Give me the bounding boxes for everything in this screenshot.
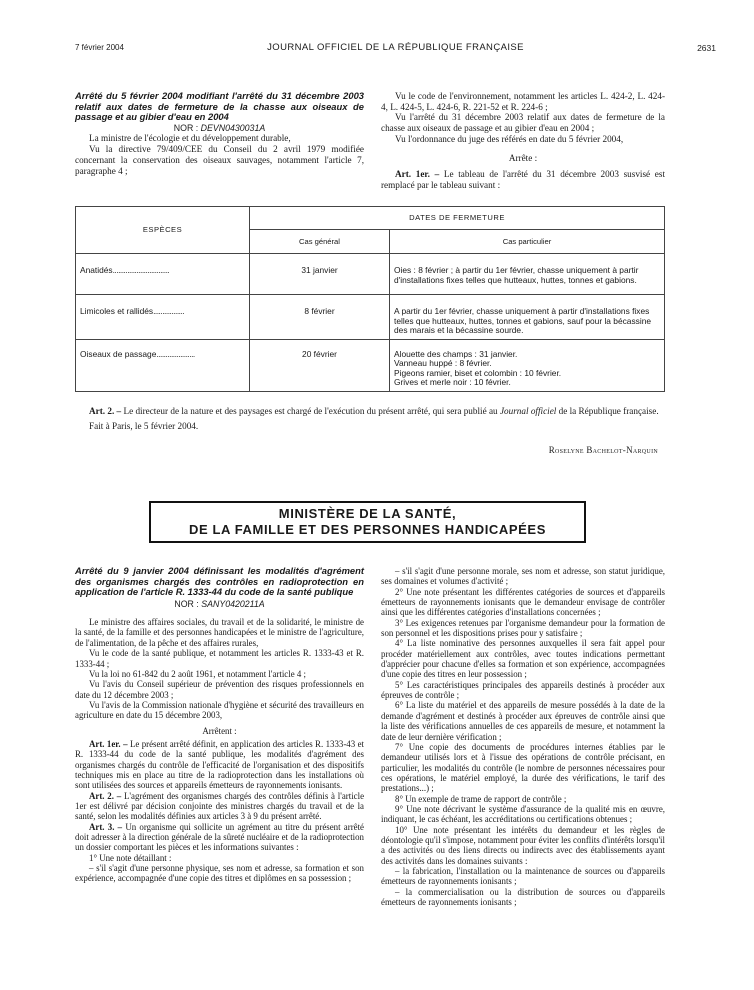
list-item: – s'il s'agit d'une personne morale, ses nom et adresse, son statut juridique, ses domaines et volumes d'activité ; — [381, 566, 665, 587]
list-item: – la fabrication, l'installation ou la maintenance de sources ou d'appareils émetteurs de rayonnements ionisants ; — [381, 865, 665, 887]
list-item: 6° La liste du matériel et des appareils de mesure possédés à la date de la demande d'agrément et destinés à procéder aux épreuves de contrôle ainsi que la liste des vérifications annuelles de ces appareils de mesure, et notamment la date de leur dernière vérification ; — [381, 700, 665, 742]
table-cell-general: 20 février — [250, 339, 390, 391]
nor-label: NOR : — [174, 598, 199, 609]
article-text: Un organisme qui sollicite un agrément au titre du présent arrêté doit adresser à la direction générale de la sûreté nucléaire et de la radioprotection un dossier comportant les pièces et les informations suivantes : — [75, 821, 364, 853]
table-cell-general: 31 janvier — [250, 254, 390, 295]
table-row — [76, 339, 665, 391]
table-cell-particulier: A partir du 1er février, chasse uniquement à partir d'installations fixes telles que hutteaux, huttes, tonnes et gabions, sauf pour la bécassine des marais et la bécassine sourde. — [390, 295, 665, 340]
article-label: Art. 2. – — [89, 790, 122, 801]
column-header-particulier: Cas particulier — [390, 230, 665, 254]
article-1 — [75, 739, 364, 791]
journal-officiel-ref: Journal officiel — [499, 406, 557, 416]
journal-title: JOURNAL OFFICIEL DE LA RÉPUBLIQUE FRANÇAISE — [267, 42, 524, 53]
list-item: 2° Une note présentant les différentes catégories de sources et d'appareils émetteurs de rayonnements ionisants que le demandeur envisage de contrôler ainsi que les différentes catégories d'installations concernées ; — [381, 586, 665, 618]
article-1 — [381, 169, 665, 190]
article-text: L'agrément des organismes chargés des contrôles définis à l'article 1er est délivré par décision conjointe des ministres chargés du travail et de la santé, selon les modalités définies aux articles 3 à 9 du présent arrêté. — [75, 790, 365, 822]
nor-code: DEVN0430031A — [200, 122, 266, 133]
list-item: 1° Une note détaillant : — [89, 852, 172, 863]
column-header-especes: ESPÈCES — [76, 207, 250, 254]
list-item: 5° Les caractéristiques principales des appareils destinés à procéder aux épreuves de contrôle ; — [381, 679, 665, 701]
list-item: 4° La liste nominative des personnes auxquelles il sera fait appel pour procéder matériellement aux contrôles, avec toutes indications permettant d'apprécier pour chacune d'elles sa formation et son expérience, accompagnées d'une copie des titres en leur possession ; — [381, 638, 665, 680]
table-cell-espece: Anatidés............................... — [76, 254, 250, 295]
article-label: Art. 1er. – — [89, 738, 128, 749]
visa-paragraph: Vu le code de la santé publique, et notamment les articles R. 1333-43 et R. 1333-44 ; — [75, 648, 364, 669]
table-row — [76, 295, 665, 340]
ministry-line-2: DE LA FAMILLE ET DES PERSONNES HANDICAPÉES — [189, 522, 546, 537]
arrete1-right-column — [381, 91, 665, 191]
list-item: 3° Les exigences retenues par l'organisme demandeur pour la formation de son personnel et les dispositions prises pour y satisfaire ; — [381, 617, 665, 639]
visa-paragraph: Vu l'avis de la Commission nationale d'hygiène et sécurité des travailleurs en agriculture en date du 15 décembre 2003, — [75, 699, 364, 721]
header-date: 7 février 2004 — [75, 43, 124, 52]
arrete-label: Arrête : — [508, 152, 538, 163]
article-text: de la République française. — [558, 406, 659, 416]
arrete1-title: Arrêté du 5 février 2004 modifiant l'arrêté du 31 décembre 2003 relatif aux dates de fermeture de la chasse aux oiseaux de passage et au gibier d'eau en 2004 — [75, 90, 364, 123]
article-2 — [75, 791, 364, 822]
arrete2-left-column — [75, 566, 364, 884]
ministry-banner — [149, 501, 586, 543]
table-cell-espece: Limicoles et rallidés................. — [76, 295, 250, 340]
list-item: – s'il s'agit d'une personne physique, ses nom et adresse, sa formation et son expérience, accompagnée d'une copie des titres et diplômes en sa possession ; — [75, 863, 364, 884]
article-label: Art. 1er. – — [395, 169, 440, 180]
intro-paragraph: Le ministre des affaires sociales, du travail et de la solidarité, le ministre de la santé, de la famille et des personnes handicapées et le ministre de l'agriculture, de l'alimentation, de la pêche et des affaires rurales, — [75, 617, 364, 648]
closing-dates-table — [75, 206, 665, 392]
visa-paragraph: Vu l'arrêté du 31 décembre 2003 relatif aux dates de fermeture de la chasse aux oiseaux de passage et au gibier d'eau en 2004 ; — [381, 112, 665, 134]
article-text: Le tableau de l'arrêté du 31 décembre 2003 susvisé est remplacé par le tableau suivant : — [381, 169, 665, 190]
arrete1-article-2 — [75, 406, 670, 432]
article-text: Le présent arrêté définit, en application des articles R. 1333-43 et R. 1333-44 du code de la santé publique, les modalités d'agrément des organismes chargés du contrôle de l'efficacité de l'organisation et des dispositifs techniques mis en place au titre de la radioprotection dans les installations où sont utilisées des sources et appareils émetteurs de rayonnements ionisants. — [75, 738, 365, 791]
fait-a-paris: Fait à Paris, le 5 février 2004. — [89, 420, 199, 431]
article-text: Le directeur de la nature et des paysages est chargé de l'exécution du présent arrêté, qui sera publié au — [123, 406, 498, 416]
arrete2-nor — [75, 599, 364, 609]
nor-code: SANY0420211A — [201, 598, 265, 609]
table-cell-espece: Oiseaux de passage..................... — [76, 339, 250, 391]
column-header-general: Cas général — [250, 230, 390, 254]
list-item: 10° Une note présentant les intérêts du demandeur et les règles de déontologie qu'il s'impose, notamment pour éviter les conflits d'intérêts lorsqu'il a des activités ou des liens directs ou indirects avec des établissements ayant des activités dans les domaines suivants : — [381, 824, 665, 866]
ministry-line-1: MINISTÈRE DE LA SANTÉ, — [278, 506, 457, 521]
arretent-label: Arrêtent : — [202, 725, 237, 736]
table-cell-general: 8 février — [250, 295, 390, 340]
table-cell-particulier: Oies : 8 février ; à partir du 1er février, chasse uniquement à partir d'installations fixes telles que hutteaux, huttes, tonnes et gabions. — [390, 254, 665, 295]
page-number: 2631 — [697, 43, 716, 53]
arrete2-title: Arrêté du 9 janvier 2004 définissant les modalités d'agrément des organismes chargés des contrôles en radioprotection en application de l'article R. 1333-44 du code de la santé publique — [75, 565, 364, 598]
arrete2-right-column — [381, 566, 665, 907]
visa-paragraph: Vu l'avis du Conseil supérieur de prévention des risques professionnels en date du 12 décembre 2003 ; — [75, 679, 364, 700]
arrete1-left-column — [75, 91, 364, 176]
column-header-dates: DATES DE FERMETURE — [250, 207, 665, 230]
visa-paragraph: Vu l'ordonnance du juge des référés en date du 5 février 2004, — [395, 133, 624, 144]
article-3 — [75, 822, 364, 853]
table-cell-particulier: Alouette des champs : 31 janvier. Vanneau huppé : 8 février. Pigeons ramier, biset et colombin : 10 février. Grives et merle noir : 10 février. — [390, 339, 665, 391]
list-item: – la commercialisation ou la distribution de sources ou d'appareils émetteurs de rayonnements ionisants ; — [381, 886, 665, 907]
intro-paragraph: La ministre de l'écologie et du développement durable, — [89, 133, 291, 144]
article-label: Art. 3. – — [89, 821, 123, 832]
list-item: 8° Un exemple de trame de rapport de contrôle ; — [395, 793, 567, 804]
nor-label: NOR : — [173, 122, 199, 133]
article-label: Art. 2. – — [89, 406, 122, 416]
page-header — [75, 40, 716, 54]
arrete1-nor — [75, 123, 364, 134]
visa-paragraph: Vu la loi no 61-842 du 2 août 1961, et notamment l'article 4 ; — [89, 668, 306, 679]
visa-paragraph: Vu le code de l'environnement, notamment les articles L. 424-2, L. 424-4, L. 424-5, L. 424-6, R. 221-52 et R. 224-6 ; — [381, 91, 665, 112]
list-item: 7° Une copie des documents de procédures internes établies par le demandeur utilisés lors et à l'issue des opérations de contrôle précisant, en particulier, les modalités du contrôle (le nombre de personnes nécessaires pour ces opérations, le matériel employé, la durée des vérifications, le tarif des prestations...) ; — [381, 741, 665, 794]
intro-paragraph: Vu la directive 79/409/CEE du Conseil du 2 avril 1979 modifiée concernant la conservation des oiseaux sauvages, notamment l'article 7, paragraphe 4 ; — [75, 144, 364, 176]
signature: Roselyne Bachelot-Narquin — [548, 445, 658, 455]
list-item: 9° Une note décrivant le système d'assurance de la qualité mis en œuvre, indiquant, le cas échéant, les accréditations ou certifications obtenues ; — [381, 803, 665, 825]
table-row — [76, 254, 665, 295]
